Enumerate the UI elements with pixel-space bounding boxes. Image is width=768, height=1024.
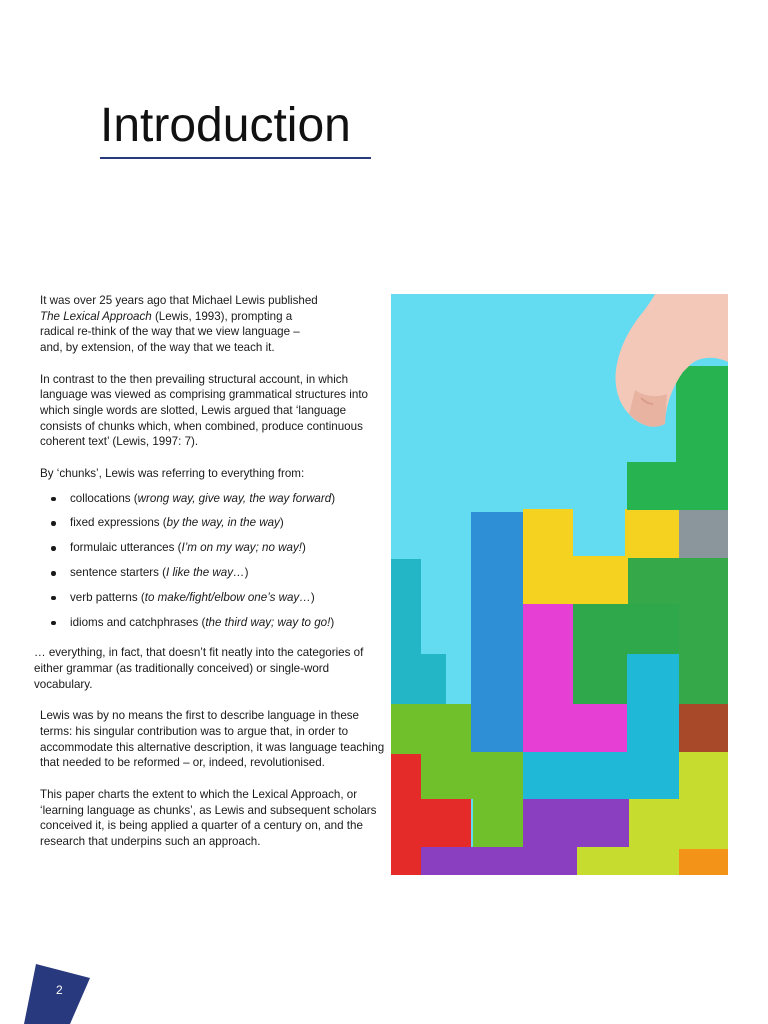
- grey-block: [679, 510, 728, 558]
- list-item: sentence starters (I like the way…): [40, 565, 385, 581]
- list-item: verb patterns (to make/fight/elbow one’s way…): [40, 590, 385, 606]
- paragraph-1-line-3: radical re-think of the way that we view language –: [40, 325, 300, 339]
- paragraph-6: This paper charts the extent to which the Lexical Approach, or ‘learning language as chunks’, as Lewis and subsequent scholars conceived it, is being applied a quarter of a century on, and the research that underpins such an approach.: [40, 787, 377, 848]
- paragraph-1-line-4: and, by extension, of the way that we teach it.: [40, 341, 275, 355]
- page-number: 2: [56, 983, 63, 997]
- paragraph-2: In contrast to the then prevailing structural account, in which language was viewed as comprising grammatical structures into which single words are slotted, Lewis argued that ‘language consists of chunks which, when combined, produce continuous coherent text’ (Lewis, 1997: 7).: [40, 372, 368, 449]
- page-number-badge: [0, 960, 100, 1024]
- tetris-blocks-photo: [391, 294, 728, 875]
- blue-block: [471, 512, 523, 752]
- paragraph-5: Lewis was by no means the first to describe language in these terms: his singular contribution was to argue that, in order to accommodate this alternative description, it was language teaching that needed to be reformed – or, indeed, revolutionised.: [40, 709, 385, 770]
- body-text: [34, 293, 385, 865]
- chunk-type-list: [40, 491, 385, 631]
- paragraph-4: … everything, in fact, that doesn’t fit neatly into the categories of either grammar (as traditionally conceived) or single-word vocabulary.: [34, 646, 364, 691]
- book-title: The Lexical Approach: [40, 309, 152, 323]
- paragraph-1-line-2: (Lewis, 1993), prompting a: [151, 309, 293, 323]
- paragraph-1-line-1: It was over 25 years ago that Michael Lewis published: [40, 294, 318, 307]
- tetris-blocks-illustration: [391, 294, 728, 875]
- list-item: formulaic utterances (I’m on my way; no way!): [40, 540, 385, 556]
- list-item: idioms and catchphrases (the third way; way to go!): [40, 615, 385, 631]
- orange-block: [679, 849, 728, 875]
- page-title: Introduction: [100, 99, 351, 152]
- list-item: fixed expressions (by the way, in the way): [40, 515, 385, 531]
- paragraph-1: [40, 293, 385, 356]
- brown-block: [679, 704, 728, 752]
- paragraph-3: By ‘chunks’, Lewis was referring to everything from:: [40, 466, 305, 480]
- title-underline: [100, 157, 371, 159]
- list-item: collocations (wrong way, give way, the way forward): [40, 491, 385, 507]
